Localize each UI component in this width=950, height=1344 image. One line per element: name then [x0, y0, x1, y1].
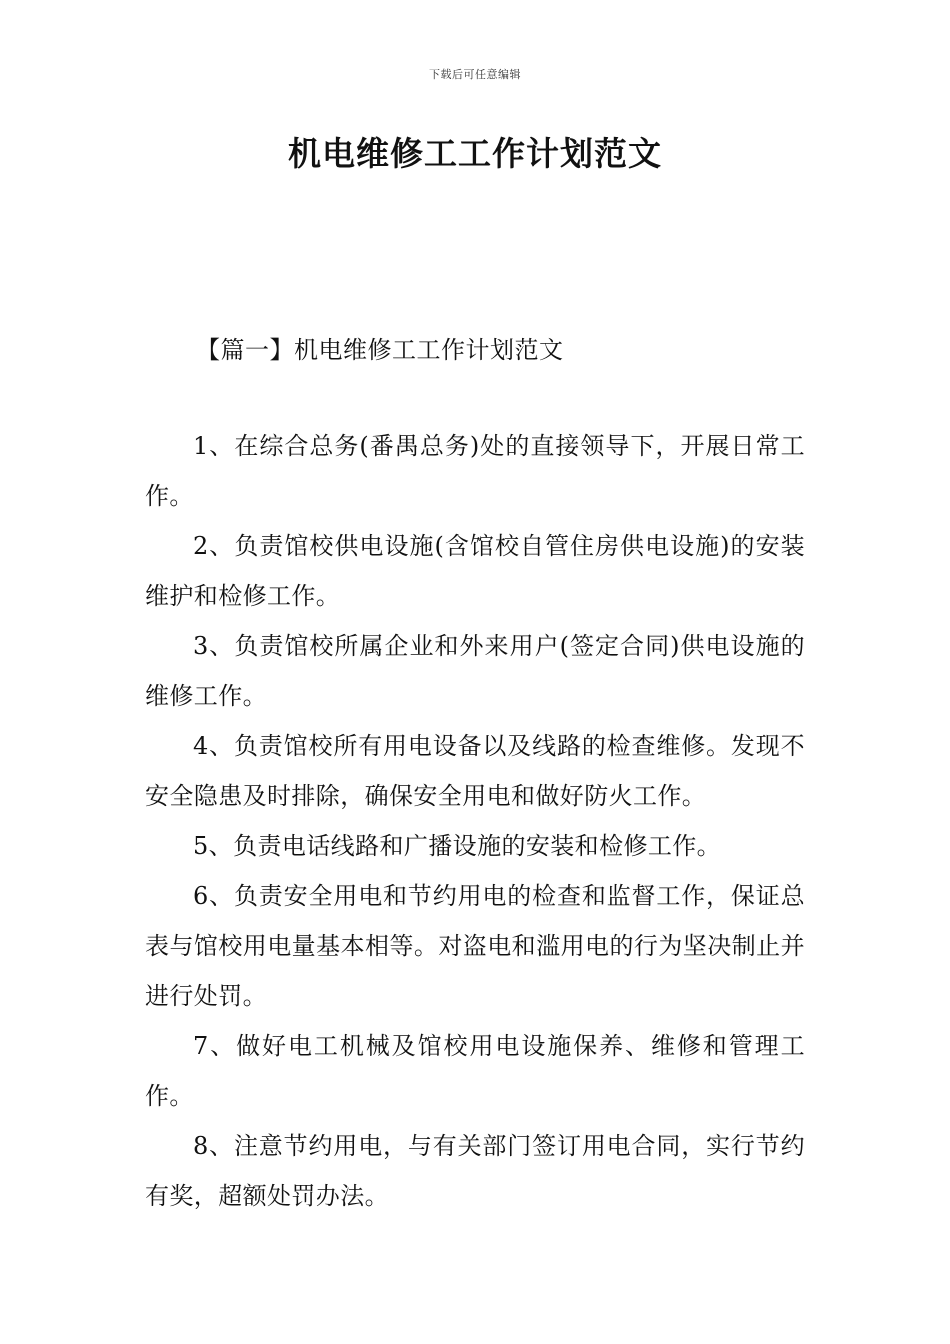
paragraph-1: 1、在综合总务(番禺总务)处的直接领导下，开展日常工作。 — [145, 432, 805, 510]
paragraph-5: 5、负责电话线路和广播设施的安装和检修工作。 — [193, 832, 722, 860]
paragraph-4: 4、负责馆校所有用电设备以及线路的检查维修。发现不安全隐患及时排除，确保安全用电和做好防火工作。 — [145, 732, 805, 810]
header-note: 下载后可任意编辑 — [429, 68, 521, 81]
paragraph-6: 6、负责安全用电和节约用电的检查和监督工作，保证总表与馆校用电量基本相等。对盗电和滥用电的行为坚决制止并进行处罚。 — [145, 882, 805, 1010]
paragraph-3: 3、负责馆校所属企业和外来用户(签定合同)供电设施的维修工作。 — [145, 632, 805, 710]
paragraph-8: 8、注意节约用电，与有关部门签订用电合同，实行节约有奖，超额处罚办法。 — [145, 1132, 805, 1210]
paragraph-2: 2、负责馆校供电设施(含馆校自管住房供电设施)的安装维护和检修工作。 — [145, 532, 805, 610]
document-body — [145, 421, 805, 1221]
section-heading: 【篇一】机电维修工工作计划范文 — [196, 336, 564, 364]
paragraph-7: 7、做好电工机械及馆校用电设施保养、维修和管理工作。 — [145, 1032, 805, 1110]
page-title: 机电维修工工作计划范文 — [288, 134, 662, 173]
